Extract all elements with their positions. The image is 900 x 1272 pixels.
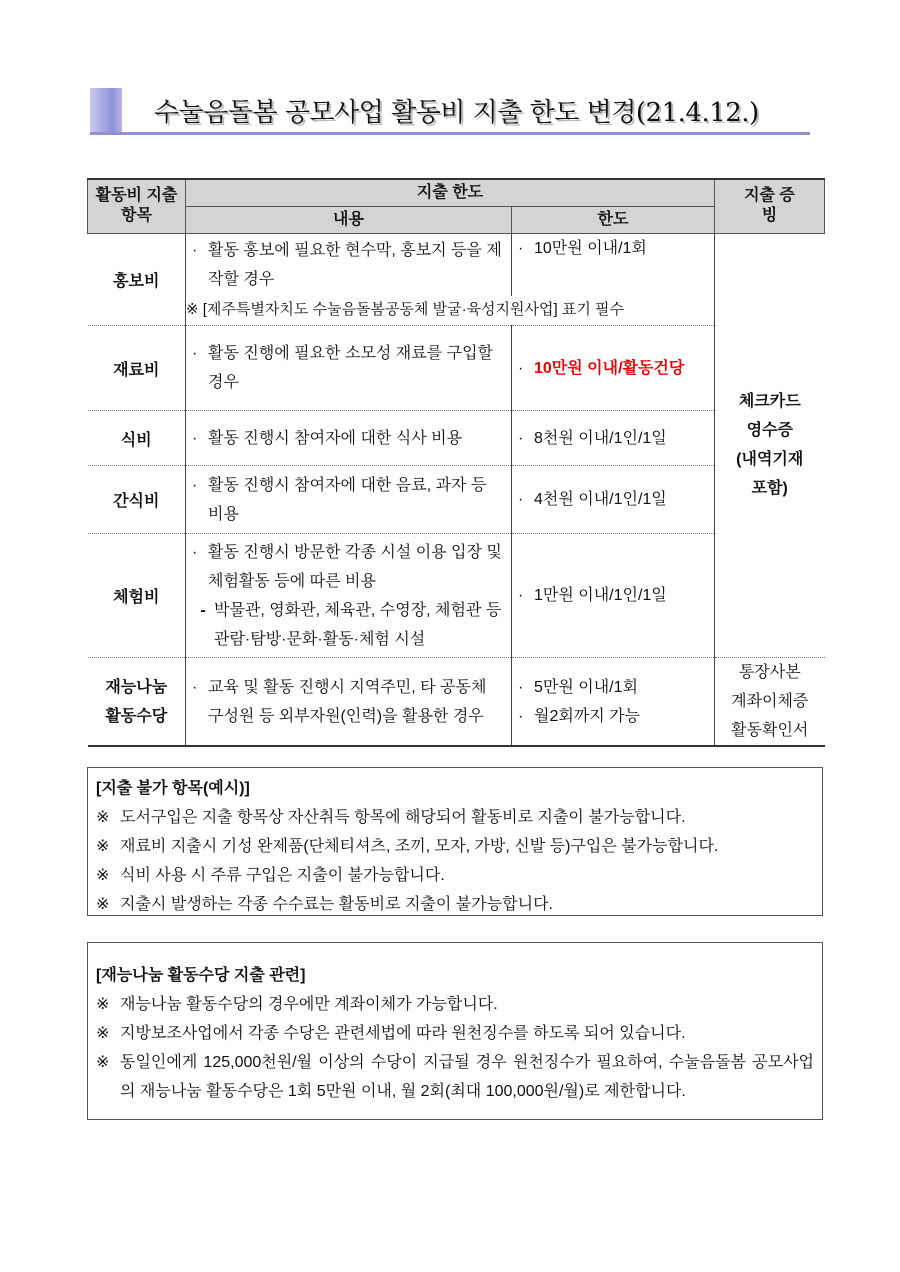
category-cell: 홍보비	[88, 233, 186, 326]
header-limit: 한도	[512, 206, 715, 233]
box-heading: [지출 불가 항목(예시)]	[96, 780, 250, 797]
list-item: ※ 식비 사용 시 주류 구입은 지출이 불가능합니다.	[96, 867, 445, 884]
title-accent-block	[90, 88, 122, 132]
limit-cell: · 10만원 이내/활동건당	[512, 326, 715, 411]
limit-cell: · 4천원 이내/1인/1일	[512, 466, 715, 534]
proof-cell: 체크카드 영수증 (내역기재 포함)	[736, 393, 804, 498]
list-item: ※ 지출시 발생하는 각종 수수료는 활동비로 지출이 불가능합니다.	[96, 896, 553, 913]
talent-allowance-box	[87, 942, 823, 1120]
list-item: ※ 재능나눔 활동수당의 경우에만 계좌이체가 가능합니다.	[96, 996, 498, 1013]
category-cell: 체험비	[88, 534, 186, 658]
category-cell: 식비	[88, 411, 186, 466]
table-row	[88, 466, 825, 534]
box-heading: [재능나눔 활동수당 지출 관련]	[96, 967, 306, 984]
category-cell: 간식비	[88, 466, 186, 534]
limit-cell: · 8천원 이내/1인/1일	[512, 411, 715, 466]
table-row	[88, 411, 825, 466]
list-item: ※ 지방보조사업에서 각종 수당은 관련세법에 따라 원천징수를 하도록 되어 있습니다.	[96, 1025, 686, 1042]
list-item: ※ 재료비 지출시 기성 완제품(단체티셔츠, 조끼, 모자, 가방, 신발 등)구입은 불가능합니다.	[96, 838, 719, 855]
header-limit-group: 지출 한도	[186, 179, 715, 206]
page-title: 수눌음돌봄 공모사업 활동비 지출 한도 변경(21.4.12.)	[154, 98, 759, 128]
list-item: ※ 동일인에게 125,000천원/월 이상의 수당이 지급될 경우 원천징수가 필요하여, 수눌음돌봄 공모사업의 재능나눔 활동수당은 1회 5만원 이내, 월 2회(최대 100,000원/월)로 제한합니다.	[96, 1054, 814, 1100]
content-cell: · 활동 진행시 참여자에 대한 식사 비용	[186, 411, 512, 466]
content-cell: · 활동 진행시 참여자에 대한 음료, 과자 등 비용	[186, 466, 512, 534]
list-item: ※ 도서구입은 지출 항목상 자산취득 항목에 해당되어 활동비로 지출이 불가능합니다.	[96, 809, 686, 826]
limit-cell: · 1만원 이내/1인/1일	[512, 534, 715, 658]
table-row	[88, 326, 825, 411]
expense-limit-table	[87, 178, 825, 747]
header-category: 활동비 지출 항목	[88, 179, 186, 233]
category-cell: 재능나눔 활동수당	[88, 658, 186, 747]
table-row	[88, 534, 825, 658]
content-cell: · 교육 및 활동 진행시 지역주민, 타 공동체 구성원 등 외부자원(인력)을 활용한 경우	[186, 658, 512, 747]
table-row	[88, 233, 825, 296]
talent-proof-cell: 통장사본 계좌이체증 활동확인서	[715, 658, 825, 747]
promo-notice: ※ [제주특별자치도 수눌음돌봄공동체 발굴·육성지원사업] 표기 필수	[186, 296, 715, 326]
content-cell: · 활동 홍보에 필요한 현수막, 홍보지 등을 제작할 경우	[186, 233, 512, 296]
non-allowed-items-box	[87, 767, 823, 916]
limit-cell: · 10만원 이내/1회	[512, 233, 715, 296]
table-row	[88, 658, 825, 747]
content-cell: · 활동 진행에 필요한 소모성 재료를 구입할 경우	[186, 326, 512, 411]
title-underline	[90, 132, 810, 135]
content-cell: · 활동 진행시 방문한 각종 시설 이용 입장 및 체험활동 등에 따른 비용 - 박물관, 영화관, 체육관, 수영장, 체험관 등 관람·탐방·문화·활동·체험 시설	[186, 534, 512, 658]
limit-cell: · 5만원 이내/1회 · 월2회까지 가능	[512, 658, 715, 747]
category-cell: 재료비	[88, 326, 186, 411]
header-content: 내용	[186, 206, 512, 233]
header-proof: 지출 증빙	[715, 179, 825, 233]
sub-item: - 박물관, 영화관, 체육관, 수영장, 체험관 등 관람·탐방·문화·활동·체험 시설	[200, 601, 502, 648]
title-banner	[90, 88, 810, 134]
